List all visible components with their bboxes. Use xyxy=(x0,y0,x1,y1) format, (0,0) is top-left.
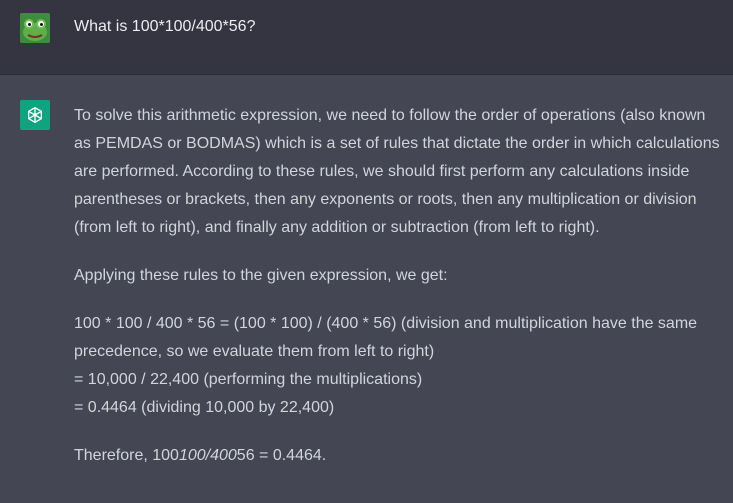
answer-line-2: = 10,000 / 22,400 (performing the multiplications) xyxy=(74,371,423,388)
frog-avatar-icon xyxy=(20,13,50,43)
answer-paragraph-3 xyxy=(74,310,722,422)
answer-paragraph-2: Applying these rules to the given expression, we get: xyxy=(74,267,448,284)
answer-conclusion-suffix: 56 = 0.4464. xyxy=(236,447,327,464)
assistant-message-row xyxy=(0,75,733,503)
answer-conclusion-italic: 100/400 xyxy=(178,447,237,464)
user-message-text: What is 100*100/400*56? xyxy=(74,18,256,35)
answer-paragraph-4 xyxy=(74,442,722,470)
answer-conclusion-prefix: Therefore, 100 xyxy=(74,447,179,464)
assistant-message-body xyxy=(74,102,722,490)
answer-line-3: = 0.4464 (dividing 10,000 by 22,400) xyxy=(74,399,335,416)
answer-line-1: 100 * 100 / 400 * 56 = (100 * 100) / (400 * 56) (division and multiplication have the same precedence, so we evaluate them from left to right) xyxy=(74,315,698,360)
answer-paragraph-1: To solve this arithmetic expression, we need to follow the order of operations (also known as PEMDAS or BODMAS) which is a set of rules that dictate the order in which calculations are performed. According to these rules, we should first perform any calculations inside parentheses or brackets, then any exponents or roots, then any multiplication or division (from left to right), and finally any addition or subtraction (from left to right). xyxy=(74,107,720,236)
user-message-row xyxy=(0,0,733,75)
openai-logo-icon xyxy=(20,100,50,130)
